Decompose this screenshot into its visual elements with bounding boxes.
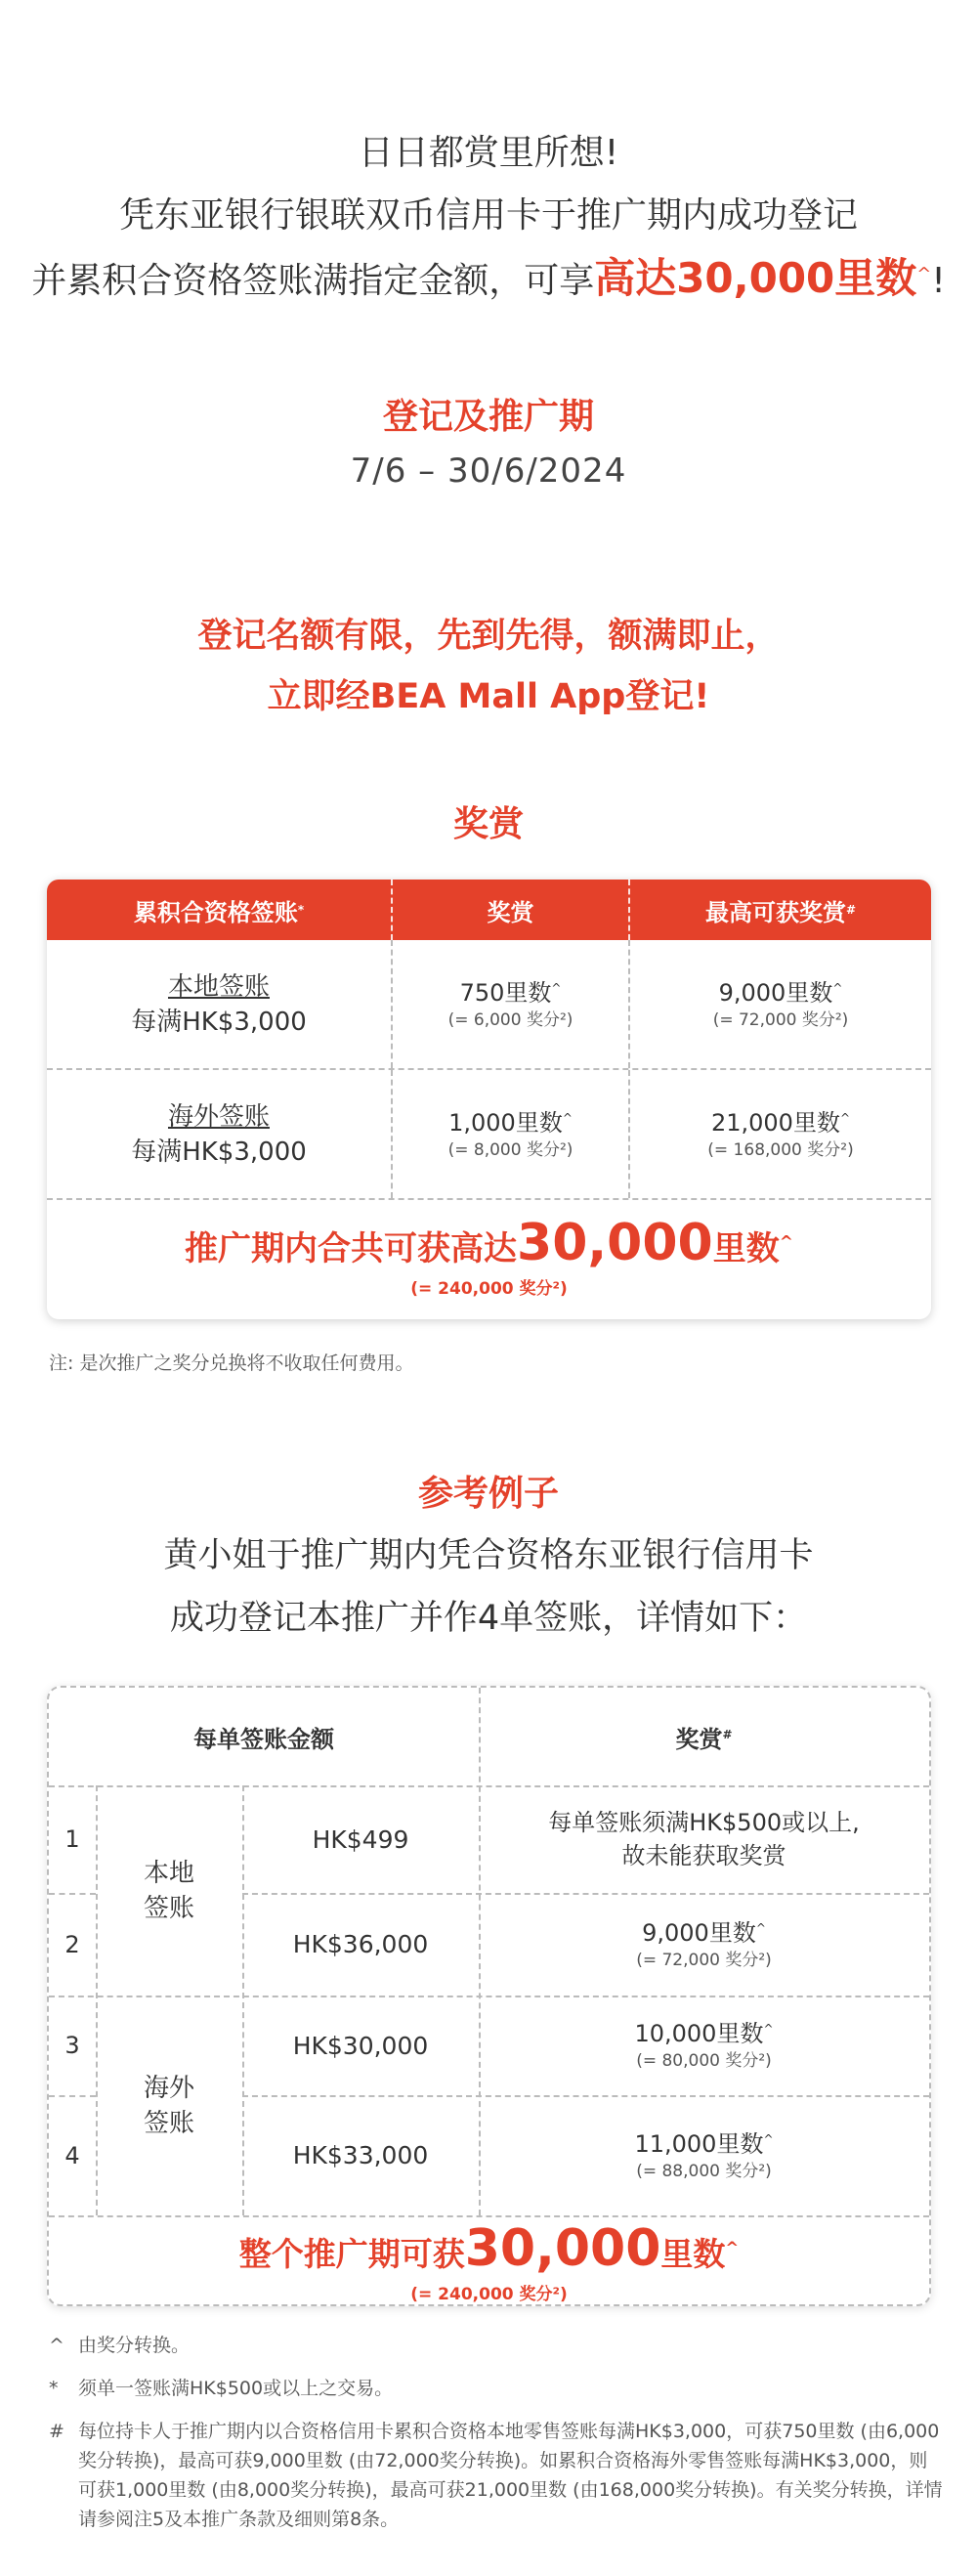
intro-highlight: 高达30,000里数 bbox=[594, 254, 917, 302]
row-max: 21,000里数^ bbox=[710, 1108, 851, 1137]
row-reward: 11,000里数^ (= 88,000 奖分²) bbox=[634, 2129, 774, 2181]
row-index: 4 bbox=[64, 2141, 80, 2169]
intro-line3 bbox=[0, 247, 977, 313]
row-reward-points: (= 8,000 奖分²) bbox=[447, 1139, 573, 1160]
category-local: 本地 签账 bbox=[143, 1858, 194, 1923]
row-max-points: (= 168,000 奖分²) bbox=[707, 1139, 854, 1160]
example-line1: 黄小姐于推广期内凭合资格东亚银行信用卡 bbox=[163, 1536, 814, 1575]
row-amount: HK$33,000 bbox=[292, 2141, 429, 2169]
limit-notice bbox=[0, 606, 977, 727]
footnote: # 每位持卡人于推广期内以合资格信用卡累积合资格本地零售签账每满HK$3,000，可获750里数 (由6,000奖分转换)，最高可获9,000里数 (由72,000奖分转换)。如累积合资格海外零售签账每满HK$3,000，则可获1,000里数 (由8,000奖分转换)，最高可获21,000里数 (由168,000奖分转换)。有关奖分转换，详情请参阅注5及本推广条款及细则第8条。 bbox=[49, 2421, 943, 2530]
intro-line2: 凭东亚银行银联双币信用卡于推广期内成功登记 bbox=[118, 195, 858, 236]
rewards-note: 注: 是次推广之奖分兑换将不收取任何费用。 bbox=[49, 1352, 414, 1374]
row-reward: 9,000里数^ (= 72,000 奖分²) bbox=[636, 1918, 772, 1970]
intro-line1: 日日都赏里所想! bbox=[358, 133, 619, 173]
row-index: 1 bbox=[64, 1825, 80, 1853]
intro-line3-prefix: 并累积合资格签账满指定金额，可享 bbox=[31, 261, 595, 301]
registration-dates: 7/6 – 30/6/2024 bbox=[350, 451, 627, 491]
example-title: 参考例子 bbox=[417, 1474, 559, 1514]
header-reward: 奖赏 bbox=[393, 880, 630, 940]
row-reward: 1,000里数^ bbox=[448, 1108, 573, 1137]
rewards-total: 推广期内合共可获高达30,000里数^ bbox=[185, 1214, 793, 1272]
row-reward: 750里数^ bbox=[459, 978, 562, 1007]
header-spend: 累积合资格签账 * bbox=[47, 880, 393, 940]
header-reward: 奖赏# bbox=[675, 1725, 733, 1753]
example-description bbox=[0, 1524, 977, 1650]
row-reward-points: (= 6,000 奖分²) bbox=[447, 1009, 573, 1030]
table-row bbox=[47, 940, 931, 1070]
rewards-table-header bbox=[47, 880, 931, 940]
intro-line3-suffix: ! bbox=[931, 261, 946, 301]
category-overseas: 海外 签账 bbox=[143, 2073, 194, 2138]
row-max-points: (= 72,000 奖分²) bbox=[712, 1009, 849, 1030]
footnote: * 须单一签账满HK$500或以上之交易。 bbox=[49, 2378, 394, 2399]
row-reward: 10,000里数^ (= 80,000 奖分²) bbox=[634, 2020, 774, 2071]
header-max-reward: 最高可获奖赏 # bbox=[704, 898, 857, 926]
row-sub: 每满HK$3,000 bbox=[131, 1007, 307, 1037]
table-row bbox=[47, 1070, 931, 1200]
registration-title: 登记及推广期 bbox=[382, 397, 594, 437]
example-table bbox=[47, 1686, 931, 2306]
footnotes bbox=[49, 2331, 943, 2548]
rewards-table-footer bbox=[47, 1200, 931, 1299]
row-amount: HK$499 bbox=[312, 1825, 409, 1854]
row-sub: 每满HK$3,000 bbox=[131, 1137, 307, 1167]
header-amount: 每单签账金额 bbox=[193, 1725, 334, 1753]
limit-line1: 登记名额有限，先到先得，额满即止， bbox=[197, 617, 780, 656]
intro-sup: ^ bbox=[916, 264, 932, 284]
row-reward: 每单签账须满HK$500或以上, 故未能获取奖赏 bbox=[548, 1809, 860, 1869]
row-index: 3 bbox=[64, 2032, 80, 2059]
rewards-total-points: (= 240,000 奖分²) bbox=[410, 1279, 568, 1299]
intro-section bbox=[0, 122, 977, 313]
row-amount: HK$36,000 bbox=[292, 1930, 429, 1958]
row-index: 2 bbox=[64, 1930, 80, 1958]
limit-line2: 立即经BEA Mall App登记! bbox=[267, 677, 710, 716]
rewards-title: 奖赏 bbox=[452, 804, 524, 844]
row-label: 海外签账 bbox=[167, 1101, 270, 1132]
example-total: 整个推广期可获30,000里数^ (= 240,000 奖分²) bbox=[238, 2219, 740, 2304]
footnote: ^ 由奖分转换。 bbox=[49, 2335, 191, 2356]
rewards-table bbox=[47, 880, 931, 1319]
example-line2: 成功登记本推广并作4单签账，详情如下： bbox=[169, 1599, 808, 1638]
row-label: 本地签账 bbox=[167, 971, 270, 1002]
row-amount: HK$30,000 bbox=[292, 2031, 429, 2060]
row-max: 9,000里数^ bbox=[718, 978, 843, 1007]
